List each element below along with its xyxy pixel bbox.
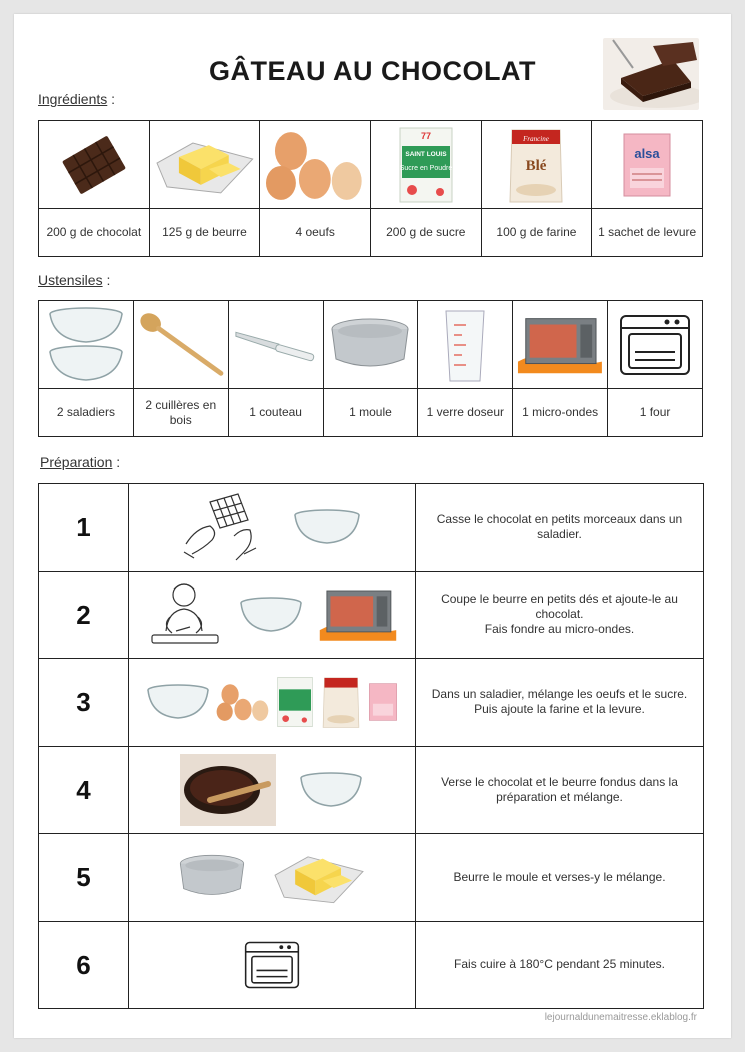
oven-icon bbox=[241, 939, 303, 991]
melted-chocolate-pot-icon bbox=[180, 754, 276, 826]
step-row bbox=[39, 921, 704, 1009]
step-number: 2 bbox=[39, 571, 129, 659]
bowl-icon bbox=[145, 682, 211, 722]
utensil-label: 1 moule bbox=[323, 389, 418, 437]
bowl-icon bbox=[292, 507, 362, 547]
ingredient-label: 4 oeufs bbox=[260, 209, 371, 257]
cake-pan-icon bbox=[328, 315, 412, 375]
step-text: Dans un saladier, mélange les oeufs et le sucre. Puis ajoute la farine et la levure. bbox=[416, 659, 704, 747]
ingredient-label: 100 g de farine bbox=[481, 209, 592, 257]
step-illustration bbox=[129, 659, 416, 747]
ingredient-cell bbox=[481, 121, 592, 209]
step-number: 5 bbox=[39, 834, 129, 922]
step-row bbox=[39, 746, 704, 834]
step-text: Coupe le beurre en petits dés et ajoute-le au chocolat. Fais fondre au micro-ondes. bbox=[416, 571, 704, 659]
utensil-cell bbox=[133, 301, 228, 389]
source-footer: lejournaldunemaitresse.eklablog.fr bbox=[544, 1012, 697, 1023]
knife-icon bbox=[232, 320, 320, 370]
step-text: Casse le chocolat en petits morceaux dans un saladier. bbox=[416, 484, 704, 572]
sugar-box-icon bbox=[275, 674, 315, 730]
flour-brand-text: Francine bbox=[523, 134, 550, 143]
step-text: Verse le chocolat et le beurre fondus dans la préparation et mélange. bbox=[416, 746, 704, 834]
flour-bag-icon bbox=[319, 673, 363, 731]
butter-icon bbox=[153, 129, 257, 201]
step-row bbox=[39, 484, 704, 572]
flour-name-text: Blé bbox=[526, 157, 547, 174]
utensils-table bbox=[38, 300, 703, 437]
step-row bbox=[39, 659, 704, 747]
ingredient-cell bbox=[592, 121, 703, 209]
utensil-cell bbox=[323, 301, 418, 389]
cake-pan-icon bbox=[177, 852, 247, 902]
bowl-icon bbox=[238, 595, 304, 635]
sugar-brand-text: SAINT LOUIS bbox=[405, 150, 447, 158]
bowls-icon bbox=[46, 304, 126, 386]
page-title: GÂTEAU AU CHOCOLAT bbox=[209, 56, 536, 86]
step-row bbox=[39, 571, 704, 659]
ingredient-cell bbox=[260, 121, 371, 209]
utensil-label: 2 cuillères en bois bbox=[133, 389, 228, 437]
eggs-icon bbox=[263, 127, 367, 203]
ingredient-label: 200 g de sucre bbox=[370, 209, 481, 257]
ingredient-cell bbox=[370, 121, 481, 209]
step-illustration bbox=[129, 484, 416, 572]
ingredient-label: 125 g de beurre bbox=[149, 209, 260, 257]
step-row bbox=[39, 834, 704, 922]
utensil-label: 1 couteau bbox=[228, 389, 323, 437]
yeast-brand-text: alsa bbox=[634, 145, 660, 161]
sugar-box-icon bbox=[396, 124, 456, 206]
utensil-label: 1 micro-ondes bbox=[513, 389, 608, 437]
step-illustration bbox=[129, 746, 416, 834]
preparation-table bbox=[38, 483, 704, 1009]
ingredient-label: 200 g de chocolat bbox=[39, 209, 150, 257]
measuring-cup-icon bbox=[440, 305, 490, 385]
preparation-heading: Préparation : bbox=[40, 454, 121, 470]
sugar-name-text: Sucre en Poudre bbox=[399, 164, 453, 172]
oven-icon bbox=[615, 312, 695, 378]
yeast-sachet-icon bbox=[367, 681, 399, 723]
utensil-cell bbox=[228, 301, 323, 389]
step-illustration bbox=[129, 571, 416, 659]
utensil-label: 1 four bbox=[608, 389, 703, 437]
microwave-icon bbox=[318, 584, 398, 646]
butter-icon bbox=[271, 844, 367, 910]
eggs-icon bbox=[215, 680, 271, 724]
flour-bag-icon bbox=[504, 124, 568, 206]
ingredient-cell bbox=[39, 121, 150, 209]
utensil-cell bbox=[418, 301, 513, 389]
step-illustration bbox=[129, 834, 416, 922]
utensil-cell bbox=[39, 301, 134, 389]
yeast-sachet-icon bbox=[620, 130, 674, 200]
ingredients-table bbox=[38, 120, 703, 257]
hands-breaking-chocolate-icon bbox=[182, 492, 262, 562]
step-number: 3 bbox=[39, 659, 129, 747]
chocolate-cake-photo bbox=[603, 38, 699, 110]
wooden-spoon-icon bbox=[137, 310, 225, 380]
child-cutting-butter-icon bbox=[146, 579, 224, 651]
ingredient-cell bbox=[149, 121, 260, 209]
step-illustration bbox=[129, 921, 416, 1009]
utensil-cell bbox=[513, 301, 608, 389]
step-number: 4 bbox=[39, 746, 129, 834]
utensils-heading: Ustensiles : bbox=[38, 272, 111, 288]
microwave-icon bbox=[516, 312, 604, 378]
step-text: Fais cuire à 180°C pendant 25 minutes. bbox=[416, 921, 704, 1009]
bowl-icon bbox=[298, 770, 364, 810]
utensil-label: 2 saladiers bbox=[39, 389, 134, 437]
ingredient-label: 1 sachet de levure bbox=[592, 209, 703, 257]
step-text: Beurre le moule et verses-y le mélange. bbox=[416, 834, 704, 922]
step-number: 1 bbox=[39, 484, 129, 572]
utensil-cell bbox=[608, 301, 703, 389]
step-number: 6 bbox=[39, 921, 129, 1009]
utensil-label: 1 verre doseur bbox=[418, 389, 513, 437]
ingredients-heading: Ingrédients : bbox=[38, 91, 116, 107]
svg-text:77: 77 bbox=[420, 130, 431, 141]
chocolate-bar-icon bbox=[54, 130, 134, 200]
